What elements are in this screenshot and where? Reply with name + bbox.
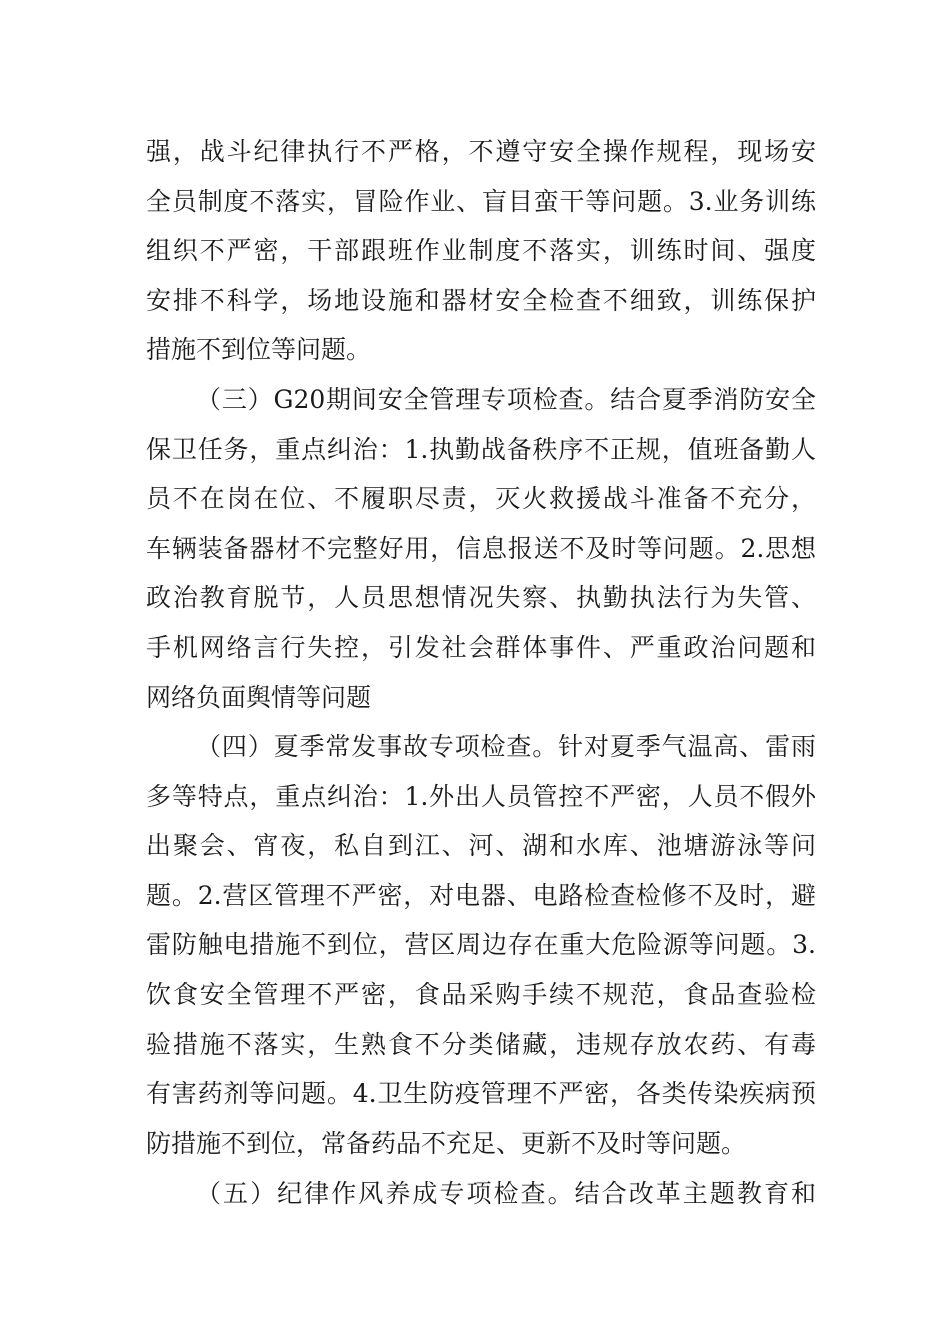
text-line: 雷防触电措施不到位，营区周边存在重大危险源等问题。3. [146, 930, 816, 960]
paragraph-3 [146, 722, 816, 1168]
text-line: 政治教育脱节，人员思想情况失察、执勤执法行为失管、 [146, 583, 816, 613]
text-line: （五）纪律作风养成专项检查。结合改革主题教育和 [196, 1179, 816, 1208]
text-line: 车辆装备器材不完整好用，信息报送不及时等问题。2.思想 [146, 533, 816, 563]
paragraph-1 [146, 127, 816, 375]
text-line: 验措施不落实，生熟食不分类储藏，违规存放农药、有毒 [146, 1029, 816, 1059]
paragraph-4 [146, 1169, 816, 1219]
text-line: 安排不科学，场地设施和器材安全检查不细致，训练保护 [146, 285, 816, 315]
text-line: 网络负面舆情等问题 [146, 682, 372, 712]
text-line: 多等特点，重点纠治：1.外出人员管控不严密，人员不假外 [146, 781, 816, 811]
text-line: 有害药剂等问题。4.卫生防疫管理不严密，各类传染疾病预 [146, 1079, 816, 1109]
text-line: 保卫任务，重点纠治：1.执勤战备秩序不正规，值班备勤人 [146, 434, 816, 464]
text-line: 组织不严密，干部跟班作业制度不落实，训练时间、强度 [146, 236, 816, 266]
text-line: （四）夏季常发事故专项检查。针对夏季气温高、雷雨 [196, 732, 816, 761]
text-line: 防措施不到位，常备药品不充足、更新不及时等问题。 [146, 1128, 747, 1158]
text-line: 题。2.营区管理不严密，对电器、电路检查检修不及时，避 [146, 880, 816, 910]
text-line: （三）G20期间安全管理专项检查。结合夏季消防安全 [196, 385, 816, 414]
text-line: 手机网络言行失控，引发社会群体事件、严重政治问题和 [146, 632, 816, 662]
text-line: 出聚会、宵夜，私自到江、河、湖和水库、池塘游泳等问 [146, 831, 816, 861]
paragraph-2 [146, 375, 816, 722]
text-line: 强，战斗纪律执行不严格，不遵守安全操作规程，现场安 [146, 137, 816, 166]
text-line: 措施不到位等问题。 [146, 335, 372, 365]
text-line: 饮食安全管理不严密，食品采购手续不规范，食品查验检 [146, 979, 816, 1009]
text-line: 员不在岗在位、不履职尽责，灭火救援战斗准备不充分， [146, 484, 816, 514]
text-line: 全员制度不落实，冒险作业、盲目蛮干等问题。3.业务训练 [146, 186, 816, 216]
